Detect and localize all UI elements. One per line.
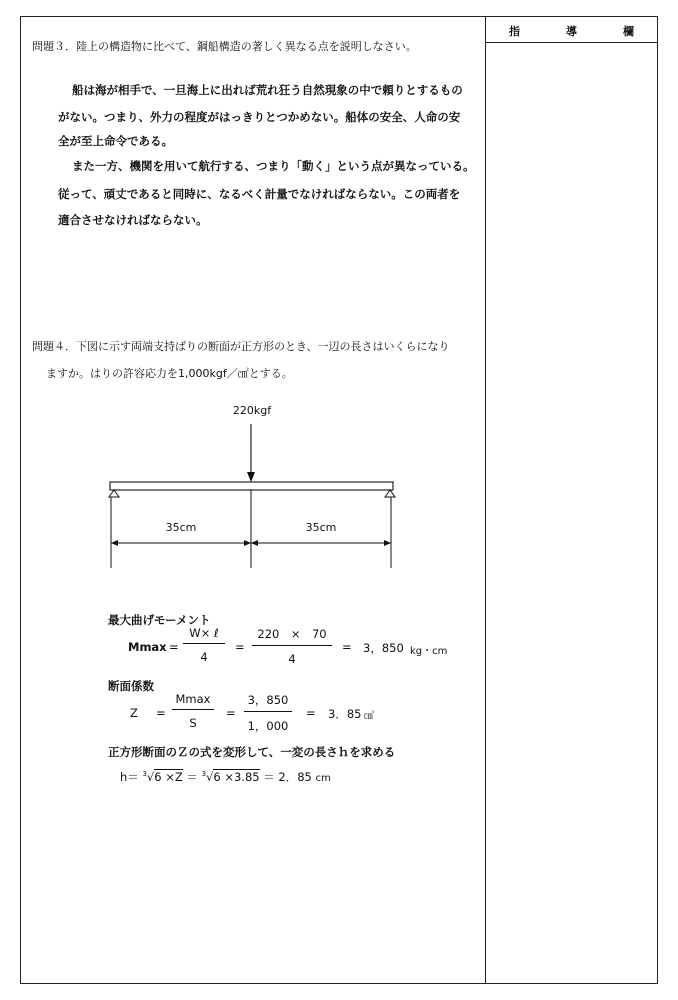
left-support (109, 490, 119, 497)
solve-unit: cm (315, 773, 331, 784)
dim-arrow-4 (384, 540, 391, 546)
dim-arrow-1 (111, 540, 118, 546)
beam (110, 482, 393, 490)
modulus-eq-1: = (156, 706, 166, 720)
q3-answer-line-2: がない。つまり、外力の程度がはっきりとつかめない。船体の安全、人命の安 (58, 110, 461, 124)
span-right-label: 35cm (305, 521, 337, 534)
root-index-1: 3 (142, 770, 147, 778)
load-arrow-head (247, 472, 255, 482)
sqrt-sign-1: √ (146, 770, 155, 784)
sidebar-header-char-1: 指 (509, 25, 520, 38)
modulus-unit: ㎤ (364, 711, 374, 722)
dim-arrow-3 (251, 540, 258, 546)
span-left-label: 35cm (165, 521, 197, 534)
moment-heading: 最大曲げモーメント (108, 613, 211, 627)
moment-eq-3: = (342, 640, 352, 654)
q3-question: 問題３．陸上の構造物に比べて、鋼船構造の著しく異なる点を説明しなさい。 (32, 40, 417, 53)
radicand-2: 6 ×3.85 (213, 770, 260, 784)
modulus-eq-2: = (226, 706, 236, 720)
modulus-fraction-2 (244, 692, 292, 734)
q3-answer-line-4: また一方、機関を用いて航行する、つまり「動く」という点が異なっている。 (72, 159, 475, 173)
sidebar-header (486, 20, 657, 42)
dim-arrow-2 (244, 540, 251, 546)
moment-lhs: Mmax (128, 640, 167, 654)
moment-frac1-num: W× ℓ (189, 626, 219, 640)
moment-frac2-num: 220 × 70 (257, 627, 327, 641)
moment-frac2-den: 4 (288, 652, 296, 666)
solve-heading: 正方形断面のＺの式を変形して、一変の長さｈを求める (108, 745, 396, 759)
moment-eq-2: = (235, 640, 245, 654)
q4-question-line-2: ますか。はりの許容応力を1,000kgf／㎠とする。 (46, 367, 293, 380)
beam-diagram (100, 400, 410, 575)
radicand-1: 6 ×Z (154, 770, 183, 784)
root-index-2: 3 (201, 770, 207, 778)
sqrt-sign-2: √ (206, 770, 214, 784)
sidebar-header-rule (485, 42, 658, 43)
moment-result: 3，850 (363, 641, 404, 655)
solve-eq-2: ＝ (263, 770, 275, 784)
modulus-frac2-num: 3，850 (247, 693, 289, 707)
moment-eq-1: = (169, 640, 179, 654)
modulus-frac2-den: 1，000 (247, 719, 289, 733)
load-label: 220kgf (232, 404, 272, 417)
solve-formula (120, 769, 331, 785)
q3-answer-line-1: 船は海が相手で、一旦海上に出れば荒れ狂う自然現象の中で頼りとするもの (72, 83, 463, 97)
moment-unit: kg・cm (410, 646, 448, 657)
q3-answer-line-3: 全が至上命令である。 (58, 134, 173, 148)
moment-fraction-2 (252, 626, 332, 666)
sidebar-header-char-2: 導 (566, 25, 577, 38)
q4-question-line-1: 問題４．下図に示す両端支持ばりの断面が正方形のとき、一辺の長さはいくらになり (32, 340, 450, 353)
h-label: h＝ (120, 770, 139, 784)
modulus-frac1-num: Mmax (175, 692, 211, 706)
q3-answer-line-6: 適合させなければならない。 (58, 213, 208, 227)
moment-frac1-den: 4 (200, 650, 208, 664)
modulus-lhs: Z (130, 706, 138, 720)
column-divider (485, 16, 486, 984)
q3-answer-line-5: 従って、頑丈であると同時に、なるべく計量でなければならない。この両者を (58, 187, 461, 201)
sidebar-header-char-3: 欄 (623, 25, 634, 38)
modulus-heading: 断面係数 (108, 679, 154, 693)
modulus-eq-3: = (306, 706, 316, 720)
moment-fraction-1 (183, 626, 225, 664)
modulus-fraction-1 (172, 692, 214, 730)
modulus-result: 3．85 (328, 707, 362, 721)
modulus-frac1-den: S (189, 716, 197, 730)
solve-result: 2．85 (278, 770, 312, 784)
right-support (385, 490, 395, 497)
solve-eq-1: ＝ (186, 770, 198, 784)
